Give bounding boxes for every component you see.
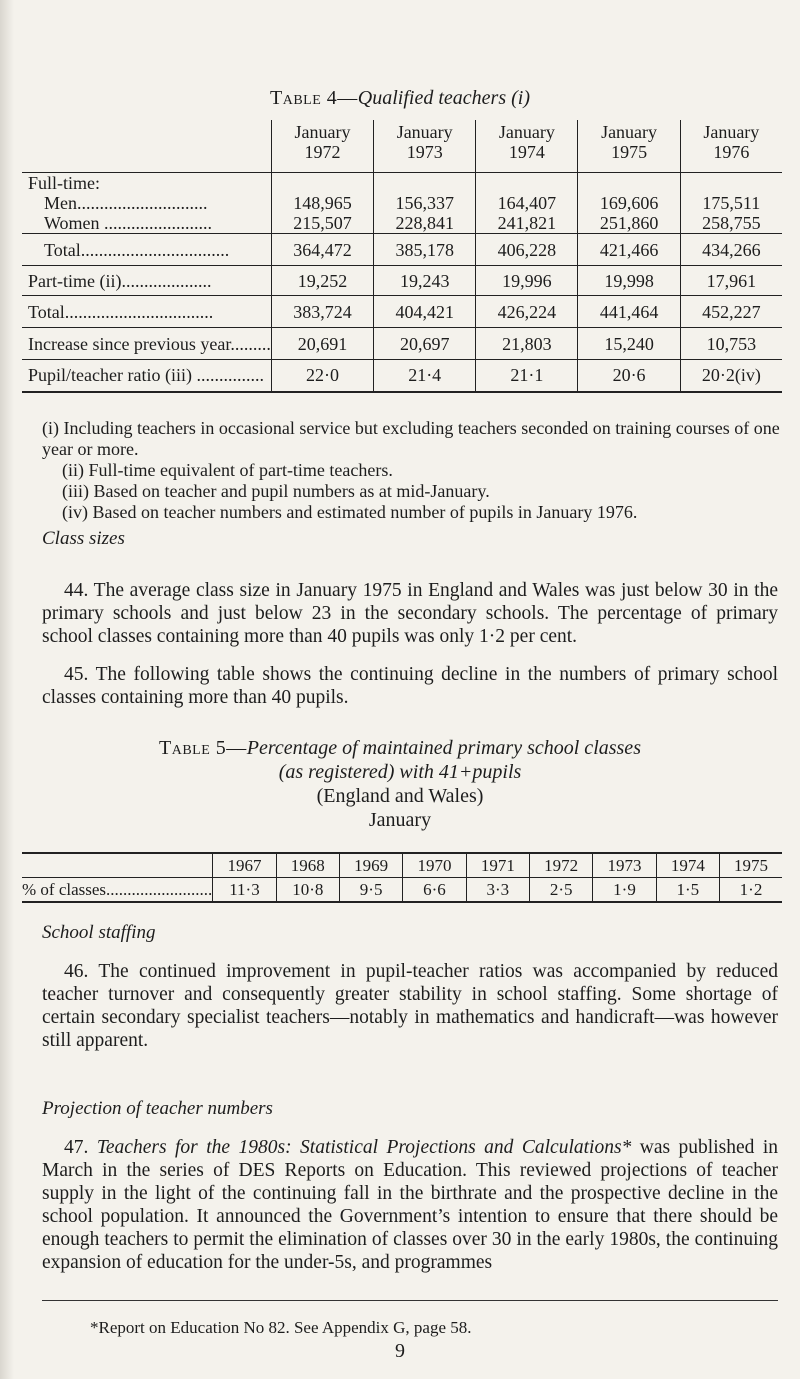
footnote: *Report on Education No 82. See Appendix G, page 58. <box>90 1318 472 1337</box>
table-row: Pupil/teacher ratio (iii) ............... 22·0 21·4 21·1 20·6 20·2(iv) <box>22 360 782 392</box>
year-header: 1971 <box>466 853 529 878</box>
footnote-rule <box>42 1300 778 1301</box>
table4-notes: (i) Including teachers in occasional service but excluding teachers seconded on training courses of one year or more. (ii) Full-time equivalent of part-time teachers. (iii) Based on teacher and pupil numbers as at mid-January. (iv) Based on teacher numbers and estimated number of pupils in January 1976. <box>42 418 780 522</box>
paragraph-45: 45. The following table shows the continuing decline in the numbers of primary school classes containing more than 40 pupils. <box>42 664 778 708</box>
year-header: 1973 <box>593 853 656 878</box>
table5-title-line2: (as registered) with 41+pupils <box>278 761 522 783</box>
year-header: 1967 <box>213 853 276 878</box>
table-row: Part-time (ii).................... 19,252 19,243 19,996 19,998 17,961 <box>22 266 782 296</box>
header-jan-1976: January 1976 <box>680 120 782 173</box>
scan-edge-shadow <box>0 0 14 1379</box>
year-header: 1968 <box>276 853 339 878</box>
year-header: 1975 <box>720 853 782 878</box>
section-full-time: Full-time: <box>22 173 271 194</box>
table5-subtitle: (England and Wales) <box>316 785 484 807</box>
table-row: % of classes......................... 11·3 10·8 9·5 6·6 3·3 2·5 1·9 1·5 1·2 <box>22 878 782 903</box>
year-header: 1974 <box>656 853 719 878</box>
paragraph-46: 46. The continued improvement in pupil-teacher ratios was accompanied by reduced teacher turnover and consequently greater stability in school staffing. Some shortage of certain secondary specialist teachers—notably in mathematics and handicraft—was however still apparent. <box>42 961 778 1051</box>
header-jan-1973: January 1973 <box>374 120 476 173</box>
paragraph-44: 44. The average class size in January 1975 in England and Wales was just below 30 in the primary schools and just below 23 in the secondary schools. The percentage of primary school classes containing more than 40 pupils was only 1·2 per cent. <box>42 580 778 647</box>
year-header: 1969 <box>339 853 402 878</box>
class-size-table <box>22 852 782 903</box>
table-row: Total................................. 383,724 404,421 426,224 441,464 452,227 <box>22 296 782 328</box>
table4-title: Table 4—Qualified teachers (i) <box>270 87 530 109</box>
header-jan-1975: January 1975 <box>578 120 680 173</box>
heading-projection: Projection of teacher numbers <box>42 1098 273 1119</box>
header-jan-1972: January 1972 <box>271 120 373 173</box>
table5-subtitle-january: January <box>368 809 432 831</box>
table-row: Men............................. 148,965 156,337 164,407 169,606 175,511 <box>22 193 782 213</box>
heading-class-sizes: Class sizes <box>42 528 125 549</box>
heading-school-staffing: School staffing <box>42 922 156 943</box>
table-row: Increase since previous year......... 20,691 20,697 21,803 15,240 10,753 <box>22 328 782 360</box>
table-row: Women ........................ 215,507 228,841 241,821 251,860 258,755 <box>22 213 782 234</box>
table5-title: Table 5—Percentage of maintained primary school classes <box>159 737 641 759</box>
year-header: 1972 <box>530 853 593 878</box>
year-header: 1970 <box>403 853 466 878</box>
table-row: Total................................. 364,472 385,178 406,228 421,466 434,266 <box>22 234 782 266</box>
qualified-teachers-table <box>22 120 782 393</box>
page-number: 9 <box>395 1340 405 1362</box>
paragraph-47: 47. Teachers for the 1980s: Statistical Projections and Calculations* was published in March in the series of DES Reports on Education. This reviewed projections of teacher supply in the light of the continuing fall in the birthrate and the prospective decline in the school population. It announced the Government’s intention to ensure that there should be enough teachers to permit the elimination of classes over 30 in the early 1980s, the continuing expansion of education for the under-5s, and programmes <box>42 1137 779 1273</box>
header-jan-1974: January 1974 <box>476 120 578 173</box>
